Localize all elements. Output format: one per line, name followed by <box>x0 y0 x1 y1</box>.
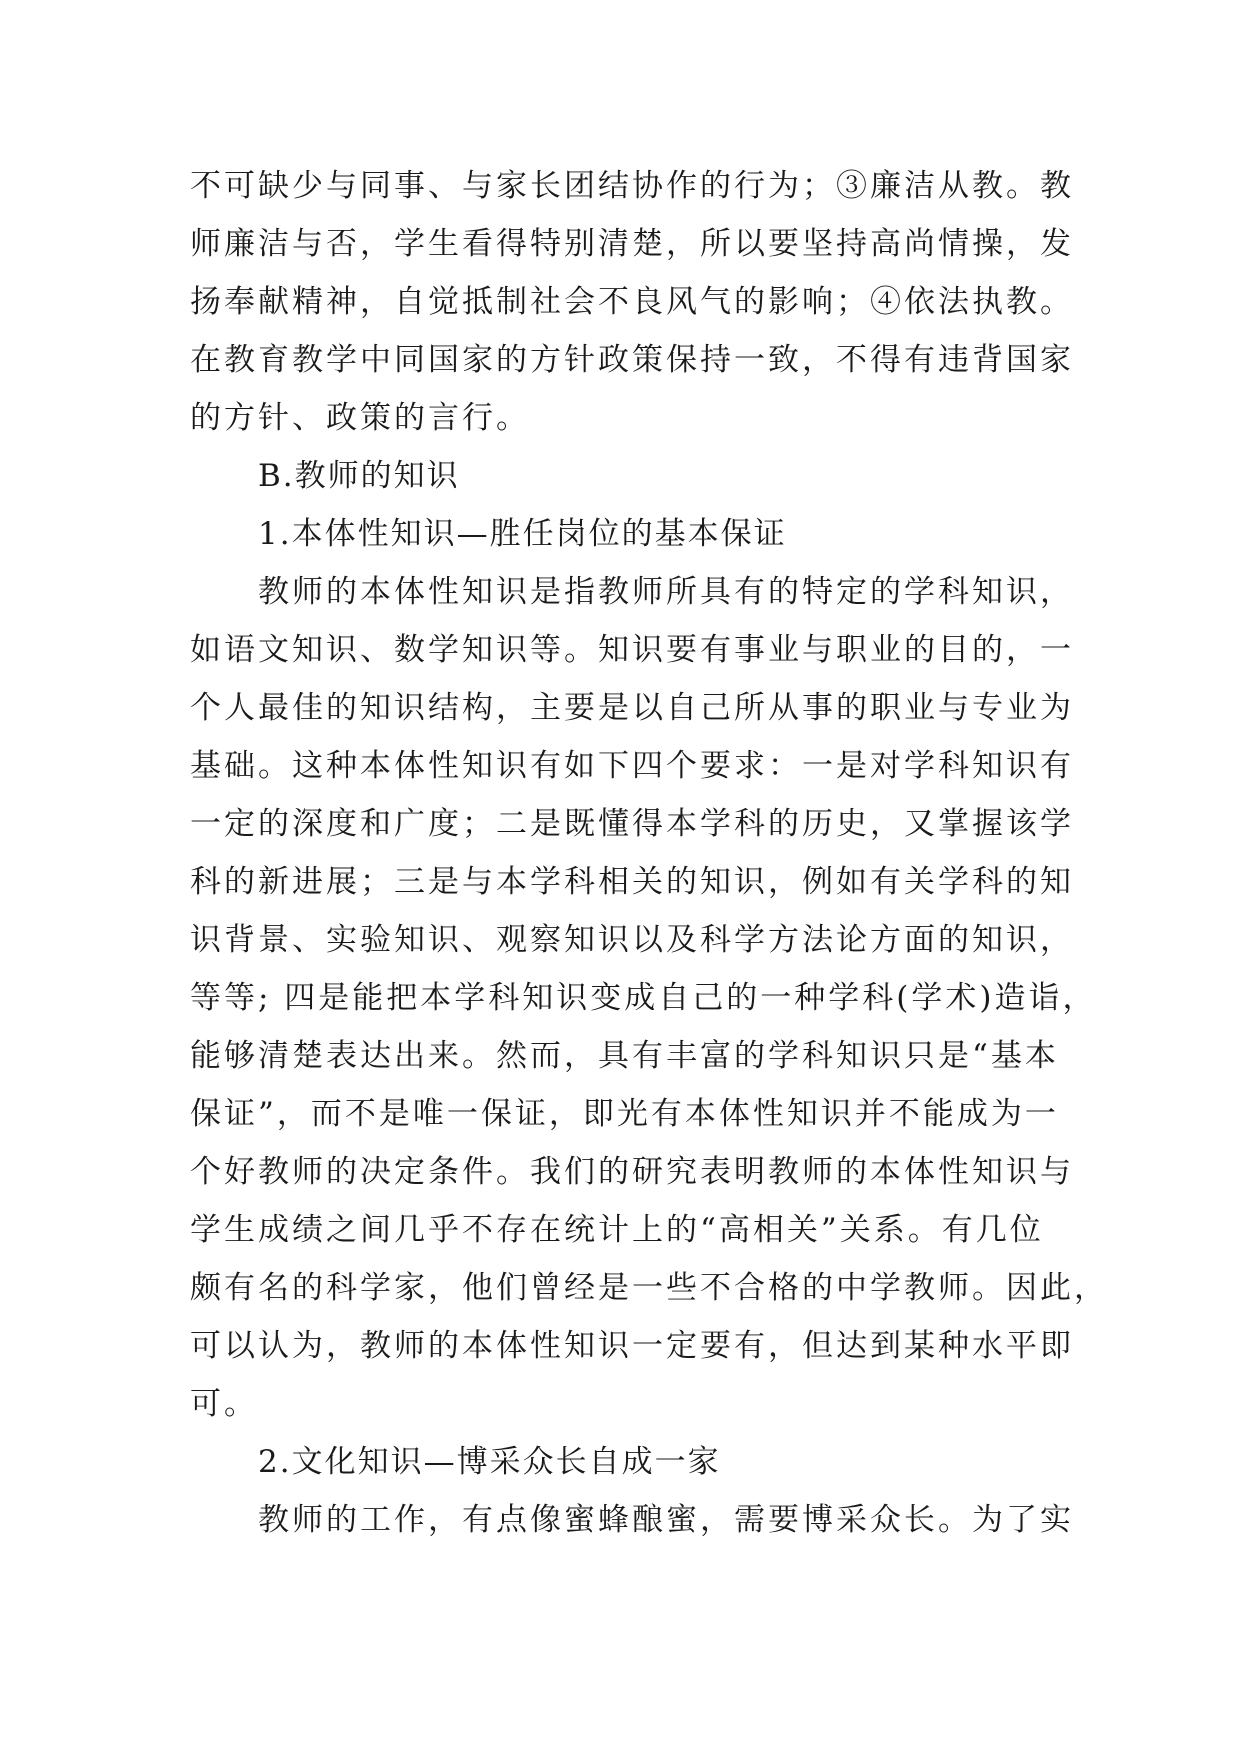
text-line: 师廉洁与否，学生看得特别清楚，所以要坚持高尚情操，发 <box>190 226 1074 262</box>
text-line: 教师的工作，有点像蜜蜂酿蜜，需要博采众长。为了实 <box>258 1502 1074 1538</box>
text-line: 一定的深度和广度；二是既懂得本学科的历史，又掌握该学 <box>190 806 1074 842</box>
text-line: 学生成绩之间几乎不存在统计上的“高相关”关系。有几位 <box>190 1212 1044 1248</box>
text-line: 颇有名的科学家，他们曾经是一些不合格的中学教师。因此， <box>190 1270 1108 1306</box>
text-line: 不可缺少与同事、与家长团结协作的行为；③廉洁从教。教 <box>190 168 1074 204</box>
text-line: 的方针、政策的言行。 <box>190 400 530 436</box>
text-line: 如语文知识、数学知识等。知识要有事业与职业的目的，一 <box>190 632 1074 668</box>
text-line: 等等; 四是能把本学科知识变成自己的一种学科(学术)造诣， <box>190 980 1097 1016</box>
text-line: 可以认为，教师的本体性知识一定要有，但达到某种水平即 <box>190 1328 1074 1364</box>
text-line: 个人最佳的知识结构，主要是以自己所从事的职业与专业为 <box>190 690 1074 726</box>
text-line: 科的新进展；三是与本学科相关的知识，例如有关学科的知 <box>190 864 1074 900</box>
text-line: 在教育教学中同国家的方针政策保持一致，不得有违背国家 <box>190 342 1074 378</box>
subsection-heading: 1.本体性知识—胜任岗位的基本保证 <box>258 516 787 552</box>
text-line: 可。 <box>190 1386 258 1422</box>
section-heading: B.教师的知识 <box>258 458 460 494</box>
text-line: 基础。这种本体性知识有如下四个要求：一是对学科知识有 <box>190 748 1074 784</box>
text-line: 个好教师的决定条件。我们的研究表明教师的本体性知识与 <box>190 1154 1074 1190</box>
text-line: 保证”，而不是唯一保证，即光有本体性知识并不能成为一 <box>190 1096 1059 1132</box>
text-line: 扬奉献精神，自觉抵制社会不良风气的影响；④依法执教。 <box>190 284 1074 320</box>
text-line: 识背景、实验知识、观察知识以及科学方法论方面的知识， <box>190 922 1074 958</box>
text-line: 能够清楚表达出来。然而，具有丰富的学科知识只是“基本 <box>190 1038 1059 1074</box>
text-line: 教师的本体性知识是指教师所具有的特定的学科知识， <box>258 574 1074 610</box>
subsection-heading: 2.文化知识—博采众长自成一家 <box>258 1444 721 1480</box>
